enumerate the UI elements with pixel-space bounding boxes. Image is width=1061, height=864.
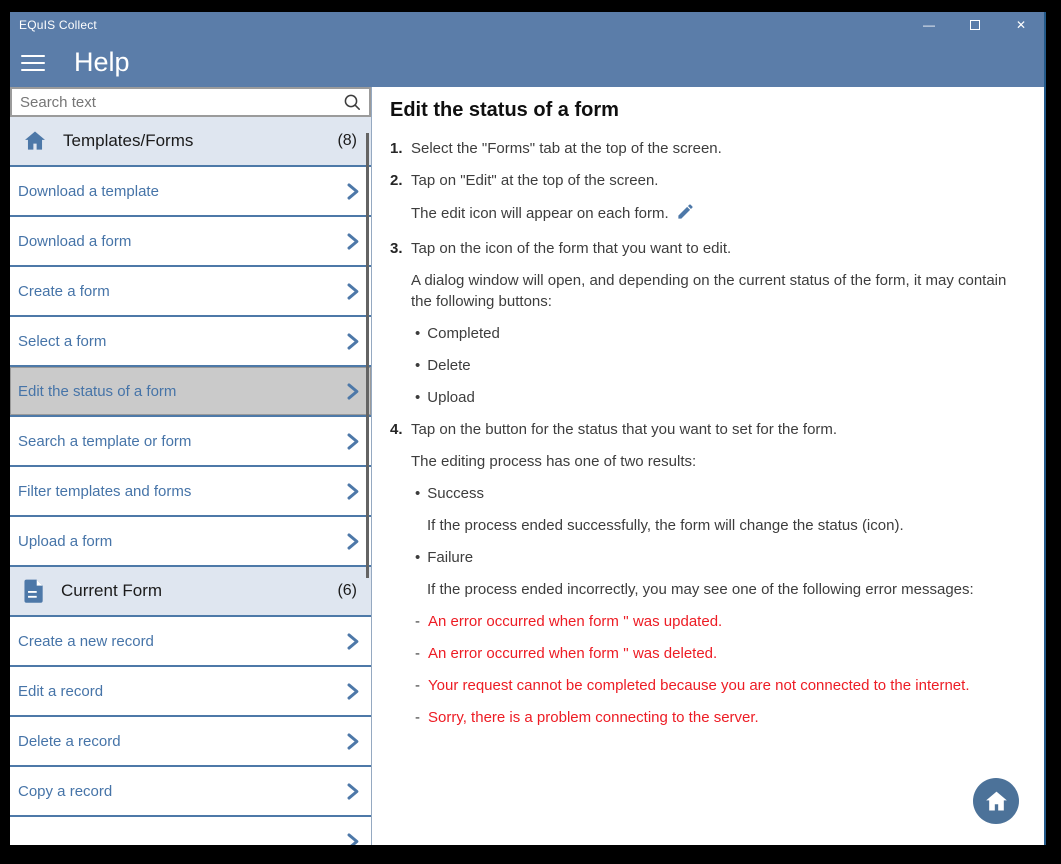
chevron-right-icon: [342, 681, 363, 702]
sidebar-item-label: Edit a record: [18, 682, 104, 700]
bullet-marker: •: [415, 389, 421, 406]
step-text: Tap on the icon of the form that you want to edit.: [411, 240, 732, 257]
sidebar-item-edit-a-record[interactable]: [10, 667, 371, 717]
dash-marker: -: [415, 613, 420, 630]
window-controls: [906, 12, 1044, 38]
sidebar-item-label: Download a template: [18, 182, 159, 200]
dash-marker: -: [415, 677, 420, 694]
sidebar-item-create-a-form[interactable]: [10, 267, 371, 317]
sidebar-item-label: Create a new record: [18, 632, 154, 650]
section-label: Templates/Forms: [63, 131, 194, 150]
paragraph-text: The edit icon will appear on each form.: [411, 205, 669, 222]
chevron-right-icon: [342, 831, 363, 846]
sidebar-list: [10, 117, 371, 845]
chevron-right-icon: [342, 431, 363, 452]
paragraph: If the process ended successfully, the form will change the status (icon).: [427, 517, 904, 534]
sidebar-item-download-a-form[interactable]: [10, 217, 371, 267]
step-number: 1.: [390, 140, 403, 157]
paragraph: If the process ended incorrectly, you may see one of the following error messages:: [427, 581, 974, 598]
app-window: [10, 12, 1046, 845]
chevron-right-icon: [342, 781, 363, 802]
step-2: [390, 170, 1024, 191]
bullet-item-delete: [415, 355, 1024, 376]
paragraph: The editing process has one of two results:: [411, 453, 697, 470]
step-4: [390, 419, 1024, 440]
hamburger-menu-icon[interactable]: [21, 55, 45, 71]
app-title: EQuIS Collect: [19, 18, 97, 32]
chevron-right-icon: [342, 481, 363, 502]
page-title: Help: [74, 47, 130, 77]
sidebar-item-edit-the-status-of-a-form[interactable]: [10, 367, 371, 417]
error-message: [415, 675, 1024, 696]
sidebar-item-label: Edit the status of a form: [18, 382, 177, 400]
error-text: An error occurred when form '' was deleted.: [428, 645, 718, 662]
maximize-icon: [970, 20, 980, 30]
sidebar-item-select-a-form[interactable]: [10, 317, 371, 367]
search-box: [10, 87, 371, 117]
step-number: 4.: [390, 421, 403, 438]
app-header: [10, 38, 1044, 87]
sidebar-item-label: Filter templates and forms: [18, 482, 192, 500]
chevron-right-icon: [342, 181, 363, 202]
search-icon[interactable]: [342, 92, 369, 112]
step-number: 3.: [390, 240, 403, 257]
step-text: Select the "Forms" tab at the top of the screen.: [411, 140, 722, 157]
bullet-text: Success: [427, 485, 484, 502]
sidebar-item-label: Copy a record: [18, 782, 113, 800]
bullet-text: Delete: [427, 357, 471, 374]
home-fab-button[interactable]: [973, 778, 1019, 824]
dash-marker: -: [415, 645, 420, 662]
home-icon: [983, 788, 1010, 815]
main-region: [10, 87, 1044, 845]
minimize-button[interactable]: —: [923, 18, 935, 32]
error-message: [415, 707, 1024, 728]
bullet-text: Completed: [427, 325, 500, 342]
section-header-templates-forms[interactable]: [10, 117, 371, 167]
chevron-right-icon: [342, 281, 363, 302]
step-1: [390, 138, 1024, 159]
chevron-right-icon: [342, 331, 363, 352]
sidebar-item-delete-a-record[interactable]: [10, 717, 371, 767]
paragraph-with-icon: [411, 202, 1024, 227]
error-text: Your request cannot be completed because you are not connected to the internet.: [428, 677, 970, 694]
step-text: Tap on the button for the status that you want to set for the form.: [411, 421, 838, 438]
paragraph: A dialog window will open, and depending on the current status of the form, it may contain the following buttons:: [411, 272, 1007, 310]
sidebar-item-label: Create a form: [18, 282, 110, 300]
search-input[interactable]: [12, 94, 342, 111]
chevron-right-icon: [342, 731, 363, 752]
close-button[interactable]: ✕: [1015, 18, 1027, 32]
bullet-text: Failure: [427, 549, 474, 566]
chevron-right-icon: [342, 381, 363, 402]
chevron-right-icon: [342, 231, 363, 252]
sidebar-item-label: Select a form: [18, 332, 107, 350]
sidebar-item-label: Search a template or form: [18, 432, 192, 450]
sidebar-item-copy-a-record[interactable]: [10, 767, 371, 817]
section-header-current-form[interactable]: [10, 567, 371, 617]
bullet-marker: •: [415, 549, 421, 566]
section-count-badge: (6): [337, 582, 357, 599]
error-text: Sorry, there is a problem connecting to the server.: [428, 709, 759, 726]
error-message: [415, 611, 1024, 632]
sidebar-item-label: Download a form: [18, 232, 132, 250]
bullet-marker: •: [415, 325, 421, 342]
bullet-marker: •: [415, 357, 421, 374]
bullet-item-completed: [415, 323, 1024, 344]
dash-marker: -: [415, 709, 420, 726]
sidebar-scrollbar[interactable]: [366, 133, 369, 578]
help-content: [372, 87, 1044, 845]
pencil-icon: [676, 202, 695, 227]
sidebar-item-blank[interactable]: [10, 817, 371, 845]
bullet-item-success: [415, 483, 1024, 504]
bullet-marker: •: [415, 485, 421, 502]
sidebar-item-label: Delete a record: [18, 732, 121, 750]
sidebar-item-download-a-template[interactable]: [10, 167, 371, 217]
step-text: Tap on "Edit" at the top of the screen.: [411, 172, 659, 189]
content-blocks: [390, 138, 1024, 728]
content-title: Edit the status of a form: [390, 99, 619, 121]
chevron-right-icon: [342, 631, 363, 652]
section-label: Current Form: [61, 581, 163, 600]
bullet-item-failure: [415, 547, 1024, 568]
sidebar-item-filter-templates-and-forms[interactable]: [10, 467, 371, 517]
sidebar-item-upload-a-form[interactable]: [10, 517, 371, 567]
document-icon: [22, 578, 46, 604]
maximize-button[interactable]: [952, 12, 998, 38]
step-3: [390, 238, 1024, 259]
step-number: 2.: [390, 172, 403, 189]
error-message: [415, 643, 1024, 664]
sidebar-item-label: Upload a form: [18, 532, 113, 550]
help-sidebar: [10, 87, 372, 845]
sidebar-item-create-a-new-record[interactable]: [10, 617, 371, 667]
bullet-item-upload: [415, 387, 1024, 408]
error-text: An error occurred when form '' was updated.: [428, 613, 723, 630]
bullet-text: Upload: [427, 389, 475, 406]
sidebar-item-search-a-template-or-form[interactable]: [10, 417, 371, 467]
home-icon: [22, 128, 48, 154]
section-count-badge: (8): [337, 132, 357, 149]
chevron-right-icon: [342, 531, 363, 552]
title-bar: [10, 12, 1044, 38]
